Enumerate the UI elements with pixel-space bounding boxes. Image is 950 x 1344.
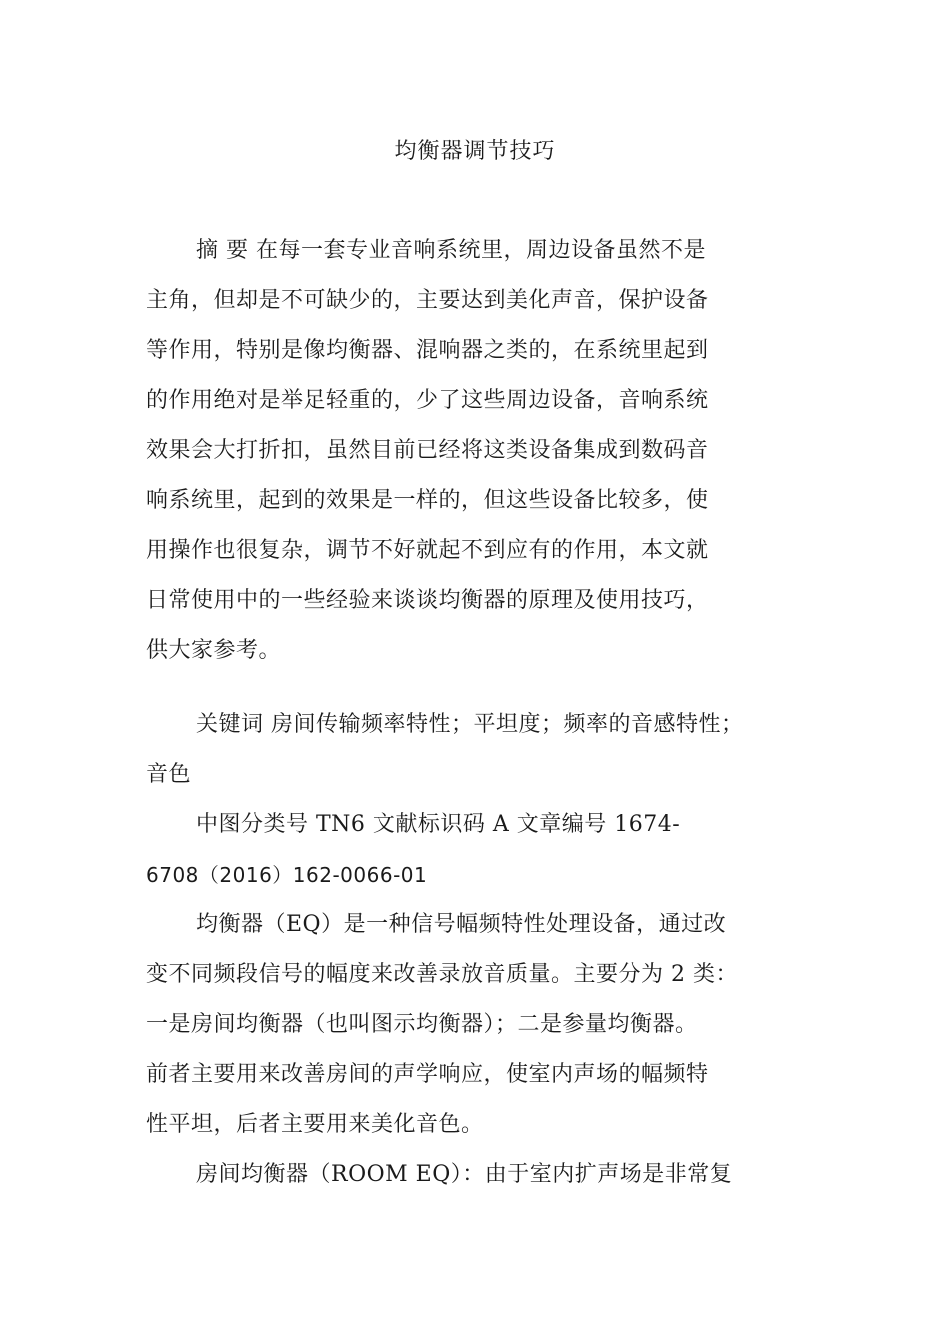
abstract-line-2: 主角，但却是不可缺少的，主要达到美化声音，保护设备 [146,288,709,313]
abstract-line-4: 的作用绝对是举足轻重的，少了这些周边设备，音响系统 [146,388,709,413]
body-line-6: 房间均衡器（ROOM EQ）：由于室内扩声场是非常复 [196,1162,733,1187]
document-title: 均衡器调节技巧 [394,139,556,164]
abstract-line-8: 日常使用中的一些经验来谈谈均衡器的原理及使用技巧， [146,588,709,613]
abstract-line-9: 供大家参考。 [146,638,282,663]
abstract-line-3: 等作用，特别是像均衡器、混响器之类的，在系统里起到 [146,338,709,363]
body-line-5: 性平坦，后者主要用来美化音色。 [146,1112,484,1137]
abstract-line-5: 效果会大打折扣，虽然目前已经将这类设备集成到数码音 [146,438,709,463]
abstract-line-6: 响系统里，起到的效果是一样的，但这些设备比较多，使 [146,488,709,513]
classification-line-1: 中图分类号 TN6 文献标识码 A 文章编号 1674- [196,812,681,837]
classification-line-2: 6708（2016）162-0066-01 [146,863,428,887]
body-line-3: 一是房间均衡器（也叫图示均衡器）；二是参量均衡器。 [146,1012,698,1037]
body-line-2: 变不同频段信号的幅度来改善录放音质量。主要分为 2 类： [146,962,738,987]
body-line-1: 均衡器（EQ）是一种信号幅频特性处理设备，通过改 [196,912,727,937]
abstract-line-7: 用操作也很复杂，调节不好就起不到应有的作用，本文就 [146,538,709,563]
abstract-line-1: 摘 要 在每一套专业音响系统里，周边设备虽然不是 [196,238,706,263]
keywords-line-1: 关键词 房间传输频率特性；平坦度；频率的音感特性； [196,712,744,737]
keywords-line-2: 音色 [146,762,192,787]
body-line-4: 前者主要用来改善房间的声学响应，使室内声场的幅频特 [146,1062,709,1087]
